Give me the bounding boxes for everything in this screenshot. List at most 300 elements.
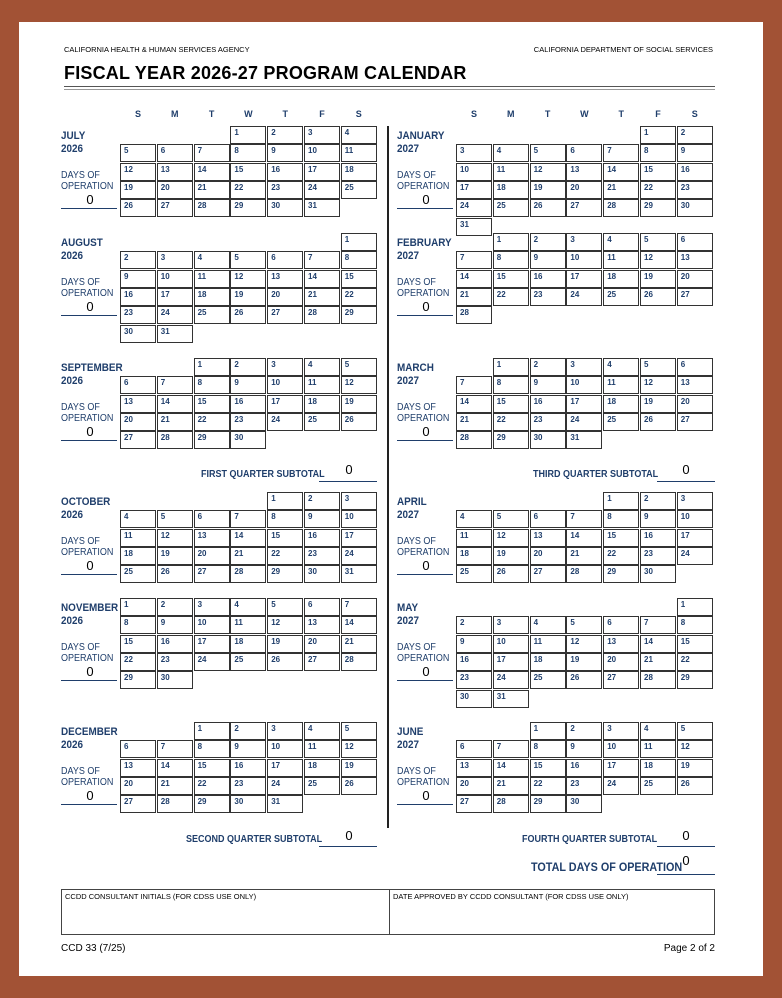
day-cell: 30 xyxy=(157,671,193,689)
day-cell: 24 xyxy=(493,671,529,689)
day-cell: 11 xyxy=(530,635,566,653)
day-cell: 28 xyxy=(194,199,230,217)
days-of-operation-label: OPERATION xyxy=(61,547,114,558)
day-cell: 29 xyxy=(194,431,230,449)
day-cell: 22 xyxy=(120,653,156,671)
day-cell: 23 xyxy=(566,777,602,795)
day-cell: 8 xyxy=(640,144,676,162)
day-cell: 28 xyxy=(566,565,602,583)
day-cell: 14 xyxy=(456,395,492,413)
month-year: 2026 xyxy=(61,375,84,387)
day-cell: 11 xyxy=(304,376,340,394)
day-cell: 27 xyxy=(677,288,713,306)
day-cell: 3 xyxy=(194,598,230,616)
fourth-quarter-subtotal-line xyxy=(657,846,715,847)
weekday-header: F xyxy=(655,109,661,119)
form-number: CCD 33 (7/25) xyxy=(61,943,126,954)
day-cell: 6 xyxy=(530,510,566,528)
day-cell: 31 xyxy=(493,690,529,708)
day-cell: 11 xyxy=(493,163,529,181)
days-of-operation-line xyxy=(397,208,453,209)
month-year: 2026 xyxy=(61,250,84,262)
day-cell: 18 xyxy=(530,653,566,671)
day-cell: 18 xyxy=(640,759,676,777)
day-cell: 13 xyxy=(677,251,713,269)
day-cell: 27 xyxy=(603,671,639,689)
day-cell: 7 xyxy=(603,144,639,162)
day-cell: 16 xyxy=(530,270,566,288)
day-cell: 18 xyxy=(493,181,529,199)
month-name: SEPTEMBER xyxy=(61,362,123,374)
day-cell: 23 xyxy=(157,653,193,671)
day-cell: 29 xyxy=(194,795,230,813)
day-cell: 14 xyxy=(304,270,340,288)
day-cell: 28 xyxy=(304,306,340,324)
days-of-operation-value[interactable]: 0 xyxy=(86,192,94,207)
third-quarter-subtotal-line xyxy=(657,481,715,482)
day-cell: 20 xyxy=(157,181,193,199)
day-cell: 7 xyxy=(456,251,492,269)
consultant-initials-label: CCDD CONSULTANT INITIALS (FOR CDSS USE ONLY) xyxy=(65,892,257,901)
day-cell: 26 xyxy=(157,565,193,583)
days-of-operation-value[interactable]: 0 xyxy=(86,664,94,679)
day-cell: 3 xyxy=(677,492,713,510)
day-cell: 20 xyxy=(194,547,230,565)
day-cell: 12 xyxy=(157,529,193,547)
day-cell: 3 xyxy=(341,492,377,510)
days-of-operation-line xyxy=(397,574,453,575)
day-cell: 13 xyxy=(677,376,713,394)
days-of-operation-value[interactable]: 0 xyxy=(422,424,430,439)
day-cell: 15 xyxy=(341,270,377,288)
weekday-header: M xyxy=(507,109,515,119)
day-cell: 13 xyxy=(304,616,340,634)
day-cell: 13 xyxy=(566,163,602,181)
third-quarter-subtotal-value[interactable]: 0 xyxy=(682,462,690,477)
day-cell: 11 xyxy=(640,740,676,758)
day-cell: 7 xyxy=(566,510,602,528)
weekday-header: T xyxy=(282,109,288,119)
day-cell: 10 xyxy=(267,740,303,758)
second-quarter-subtotal-line xyxy=(319,846,377,847)
month-name: MARCH xyxy=(397,362,434,374)
day-cell: 9 xyxy=(640,510,676,528)
day-cell: 29 xyxy=(493,431,529,449)
month-year: 2027 xyxy=(397,375,420,387)
day-cell: 15 xyxy=(194,395,230,413)
day-cell: 12 xyxy=(640,251,676,269)
day-cell: 20 xyxy=(304,635,340,653)
day-cell: 13 xyxy=(267,270,303,288)
days-of-operation-label: OPERATION xyxy=(61,413,114,424)
day-cell: 19 xyxy=(566,653,602,671)
day-cell: 21 xyxy=(493,777,529,795)
day-cell: 18 xyxy=(194,288,230,306)
day-cell: 25 xyxy=(120,565,156,583)
date-approved-label: DATE APPROVED BY CCDD CONSULTANT (FOR CDSS USE ONLY) xyxy=(393,892,629,901)
day-cell: 17 xyxy=(341,529,377,547)
days-of-operation-line xyxy=(61,315,117,316)
day-cell: 7 xyxy=(157,740,193,758)
day-cell: 22 xyxy=(493,413,529,431)
day-cell: 22 xyxy=(230,181,266,199)
day-cell: 24 xyxy=(267,777,303,795)
day-cell: 1 xyxy=(640,126,676,144)
day-cell: 23 xyxy=(530,288,566,306)
day-cell: 16 xyxy=(120,288,156,306)
day-cell: 18 xyxy=(456,547,492,565)
days-of-operation-value[interactable]: 0 xyxy=(86,424,94,439)
day-cell: 8 xyxy=(530,740,566,758)
day-cell: 3 xyxy=(603,722,639,740)
day-cell: 19 xyxy=(640,270,676,288)
day-cell: 20 xyxy=(677,395,713,413)
day-cell: 9 xyxy=(230,376,266,394)
day-cell: 1 xyxy=(603,492,639,510)
day-cell: 3 xyxy=(157,251,193,269)
day-cell: 25 xyxy=(530,671,566,689)
day-cell: 4 xyxy=(493,144,529,162)
day-cell: 21 xyxy=(194,181,230,199)
day-cell: 21 xyxy=(341,635,377,653)
day-cell: 7 xyxy=(341,598,377,616)
day-cell: 8 xyxy=(194,740,230,758)
weekday-header: S xyxy=(355,109,362,119)
day-cell: 16 xyxy=(530,395,566,413)
days-of-operation-value[interactable]: 0 xyxy=(422,192,430,207)
day-cell: 18 xyxy=(603,270,639,288)
day-cell: 12 xyxy=(530,163,566,181)
day-cell: 5 xyxy=(341,358,377,376)
weekday-header: T xyxy=(208,109,215,119)
day-cell: 8 xyxy=(493,376,529,394)
days-of-operation-line xyxy=(61,440,117,441)
day-cell: 14 xyxy=(566,529,602,547)
day-cell: 2 xyxy=(157,598,193,616)
day-cell: 12 xyxy=(493,529,529,547)
month-year: 2026 xyxy=(61,615,84,627)
day-cell: 23 xyxy=(304,547,340,565)
month-year: 2027 xyxy=(397,615,420,627)
day-cell: 27 xyxy=(530,565,566,583)
title-rule xyxy=(64,86,715,87)
day-cell: 21 xyxy=(157,413,193,431)
first-quarter-subtotal-label: FIRST QUARTER SUBTOTAL xyxy=(201,469,325,480)
day-cell: 26 xyxy=(640,288,676,306)
day-cell: 12 xyxy=(341,376,377,394)
day-cell: 11 xyxy=(194,270,230,288)
day-cell: 6 xyxy=(267,251,303,269)
day-cell: 8 xyxy=(677,616,713,634)
day-cell: 2 xyxy=(640,492,676,510)
title-rule-secondary xyxy=(64,89,715,90)
day-cell: 12 xyxy=(267,616,303,634)
day-cell: 27 xyxy=(456,795,492,813)
day-cell: 1 xyxy=(194,358,230,376)
days-of-operation-label: OPERATION xyxy=(397,413,450,424)
month-name: DECEMBER xyxy=(61,726,118,738)
day-cell: 14 xyxy=(341,616,377,634)
day-cell: 14 xyxy=(456,270,492,288)
day-cell: 26 xyxy=(493,565,529,583)
day-cell: 25 xyxy=(456,565,492,583)
day-cell: 11 xyxy=(341,144,377,162)
day-cell: 4 xyxy=(456,510,492,528)
weekday-header: W xyxy=(580,109,589,119)
day-cell: 8 xyxy=(493,251,529,269)
total-days-value[interactable]: 0 xyxy=(682,853,690,868)
month-name: NOVEMBER xyxy=(61,602,119,614)
day-cell: 4 xyxy=(194,251,230,269)
fourth-quarter-subtotal-value[interactable]: 0 xyxy=(682,828,690,843)
day-cell: 22 xyxy=(194,413,230,431)
day-cell: 7 xyxy=(194,144,230,162)
days-of-operation-label: OPERATION xyxy=(61,653,114,664)
day-cell: 21 xyxy=(603,181,639,199)
day-cell: 17 xyxy=(456,181,492,199)
day-cell: 1 xyxy=(341,233,377,251)
agency-name: CALIFORNIA HEALTH & HUMAN SERVICES AGENCY xyxy=(64,45,250,54)
day-cell: 24 xyxy=(267,413,303,431)
day-cell: 1 xyxy=(530,722,566,740)
day-cell: 3 xyxy=(566,358,602,376)
day-cell: 21 xyxy=(566,547,602,565)
day-cell: 25 xyxy=(304,413,340,431)
day-cell: 24 xyxy=(341,547,377,565)
days-of-operation-line xyxy=(397,804,453,805)
days-of-operation-label: DAYS OF xyxy=(397,536,436,547)
day-cell: 6 xyxy=(566,144,602,162)
day-cell: 5 xyxy=(120,144,156,162)
day-cell: 30 xyxy=(230,795,266,813)
day-cell: 19 xyxy=(120,181,156,199)
day-cell: 7 xyxy=(640,616,676,634)
day-cell: 10 xyxy=(677,510,713,528)
days-of-operation-label: DAYS OF xyxy=(61,536,100,547)
month-year: 2027 xyxy=(397,509,420,521)
month-name: OCTOBER xyxy=(61,496,111,508)
day-cell: 10 xyxy=(493,635,529,653)
day-cell: 25 xyxy=(341,181,377,199)
day-cell: 30 xyxy=(677,199,713,217)
day-cell: 19 xyxy=(230,288,266,306)
day-cell: 5 xyxy=(230,251,266,269)
day-cell: 10 xyxy=(304,144,340,162)
total-days-label: TOTAL DAYS OF OPERATION xyxy=(531,860,683,874)
day-cell: 31 xyxy=(341,565,377,583)
second-quarter-subtotal-label: SECOND QUARTER SUBTOTAL xyxy=(186,834,323,845)
first-quarter-subtotal-value[interactable]: 0 xyxy=(345,462,353,477)
day-cell: 1 xyxy=(230,126,266,144)
day-cell: 28 xyxy=(341,653,377,671)
day-cell: 28 xyxy=(157,431,193,449)
day-cell: 2 xyxy=(267,126,303,144)
day-cell: 2 xyxy=(120,251,156,269)
day-cell: 17 xyxy=(267,759,303,777)
day-cell: 17 xyxy=(157,288,193,306)
day-cell: 14 xyxy=(157,395,193,413)
day-cell: 7 xyxy=(304,251,340,269)
day-cell: 9 xyxy=(677,144,713,162)
day-cell: 3 xyxy=(456,144,492,162)
day-cell: 26 xyxy=(341,777,377,795)
day-cell: 14 xyxy=(230,529,266,547)
weekday-header: T xyxy=(618,109,624,119)
day-cell: 22 xyxy=(677,653,713,671)
day-cell: 6 xyxy=(677,358,713,376)
day-cell: 2 xyxy=(304,492,340,510)
day-cell: 20 xyxy=(530,547,566,565)
days-of-operation-line xyxy=(397,680,453,681)
consultant-initials-box[interactable] xyxy=(61,889,390,935)
day-cell: 27 xyxy=(120,795,156,813)
page-title: FISCAL YEAR 2026-27 PROGRAM CALENDAR xyxy=(64,63,467,83)
day-cell: 18 xyxy=(603,395,639,413)
days-of-operation-label: OPERATION xyxy=(61,181,114,192)
day-cell: 3 xyxy=(304,126,340,144)
day-cell: 17 xyxy=(677,529,713,547)
days-of-operation-line xyxy=(61,574,117,575)
day-cell: 24 xyxy=(603,777,639,795)
day-cell: 7 xyxy=(456,376,492,394)
weekday-header: S xyxy=(691,109,698,119)
day-cell: 12 xyxy=(640,376,676,394)
days-of-operation-value[interactable]: 0 xyxy=(422,299,430,314)
day-cell: 20 xyxy=(267,288,303,306)
day-cell: 26 xyxy=(677,777,713,795)
day-cell: 8 xyxy=(230,144,266,162)
day-cell: 16 xyxy=(640,529,676,547)
day-cell: 30 xyxy=(304,565,340,583)
month-year: 2026 xyxy=(61,509,84,521)
day-cell: 16 xyxy=(456,653,492,671)
days-of-operation-value[interactable]: 0 xyxy=(422,788,430,803)
day-cell: 22 xyxy=(194,777,230,795)
day-cell: 4 xyxy=(120,510,156,528)
column-divider xyxy=(387,126,389,828)
day-cell: 8 xyxy=(603,510,639,528)
day-cell: 4 xyxy=(640,722,676,740)
day-cell: 29 xyxy=(267,565,303,583)
day-cell: 22 xyxy=(640,181,676,199)
day-cell: 30 xyxy=(640,565,676,583)
days-of-operation-value[interactable]: 0 xyxy=(86,558,94,573)
day-cell: 8 xyxy=(120,616,156,634)
day-cell: 6 xyxy=(304,598,340,616)
day-cell: 6 xyxy=(603,616,639,634)
day-cell: 14 xyxy=(603,163,639,181)
day-cell: 15 xyxy=(493,395,529,413)
day-cell: 13 xyxy=(194,529,230,547)
days-of-operation-value[interactable]: 0 xyxy=(86,788,94,803)
day-cell: 1 xyxy=(493,358,529,376)
day-cell: 12 xyxy=(120,163,156,181)
day-cell: 9 xyxy=(120,270,156,288)
days-of-operation-label: OPERATION xyxy=(61,777,114,788)
day-cell: 8 xyxy=(194,376,230,394)
day-cell: 22 xyxy=(267,547,303,565)
days-of-operation-label: OPERATION xyxy=(397,547,450,558)
day-cell: 21 xyxy=(157,777,193,795)
day-cell: 20 xyxy=(120,413,156,431)
day-cell: 4 xyxy=(304,358,340,376)
day-cell: 30 xyxy=(230,431,266,449)
days-of-operation-label: OPERATION xyxy=(397,288,450,299)
day-cell: 6 xyxy=(194,510,230,528)
day-cell: 21 xyxy=(304,288,340,306)
day-cell: 13 xyxy=(456,759,492,777)
day-cell: 11 xyxy=(304,740,340,758)
day-cell: 24 xyxy=(677,547,713,565)
day-cell: 14 xyxy=(194,163,230,181)
days-of-operation-value[interactable]: 0 xyxy=(422,664,430,679)
day-cell: 9 xyxy=(566,740,602,758)
day-cell: 5 xyxy=(566,616,602,634)
day-cell: 1 xyxy=(194,722,230,740)
weekday-header: T xyxy=(544,109,551,119)
day-cell: 27 xyxy=(304,653,340,671)
days-of-operation-label: DAYS OF xyxy=(397,642,436,653)
day-cell: 14 xyxy=(640,635,676,653)
day-cell: 25 xyxy=(230,653,266,671)
day-cell: 23 xyxy=(230,777,266,795)
day-cell: 6 xyxy=(677,233,713,251)
day-cell: 17 xyxy=(603,759,639,777)
day-cell: 18 xyxy=(230,635,266,653)
day-cell: 25 xyxy=(640,777,676,795)
day-cell: 9 xyxy=(304,510,340,528)
day-cell: 16 xyxy=(267,163,303,181)
day-cell: 2 xyxy=(530,358,566,376)
day-cell: 26 xyxy=(566,671,602,689)
day-cell: 6 xyxy=(120,740,156,758)
days-of-operation-value[interactable]: 0 xyxy=(86,299,94,314)
days-of-operation-line xyxy=(61,680,117,681)
month-name: APRIL xyxy=(397,496,427,508)
day-cell: 18 xyxy=(304,759,340,777)
day-cell: 4 xyxy=(530,616,566,634)
day-cell: 7 xyxy=(230,510,266,528)
days-of-operation-label: DAYS OF xyxy=(397,766,436,777)
day-cell: 15 xyxy=(530,759,566,777)
day-cell: 26 xyxy=(230,306,266,324)
second-quarter-subtotal-value[interactable]: 0 xyxy=(345,828,353,843)
weekday-header: M xyxy=(171,109,179,119)
month-name: AUGUST xyxy=(61,237,103,249)
day-cell: 17 xyxy=(493,653,529,671)
day-cell: 27 xyxy=(267,306,303,324)
day-cell: 2 xyxy=(230,358,266,376)
day-cell: 24 xyxy=(566,288,602,306)
day-cell: 26 xyxy=(341,413,377,431)
day-cell: 4 xyxy=(341,126,377,144)
day-cell: 11 xyxy=(603,376,639,394)
day-cell: 5 xyxy=(341,722,377,740)
day-cell: 17 xyxy=(194,635,230,653)
day-cell: 29 xyxy=(120,671,156,689)
day-cell: 1 xyxy=(267,492,303,510)
month-year: 2027 xyxy=(397,143,420,155)
day-cell: 10 xyxy=(267,376,303,394)
day-cell: 28 xyxy=(493,795,529,813)
days-of-operation-value[interactable]: 0 xyxy=(422,558,430,573)
day-cell: 23 xyxy=(530,413,566,431)
day-cell: 29 xyxy=(640,199,676,217)
day-cell: 2 xyxy=(530,233,566,251)
date-approved-box[interactable] xyxy=(389,889,715,935)
day-cell: 15 xyxy=(493,270,529,288)
day-cell: 3 xyxy=(267,358,303,376)
